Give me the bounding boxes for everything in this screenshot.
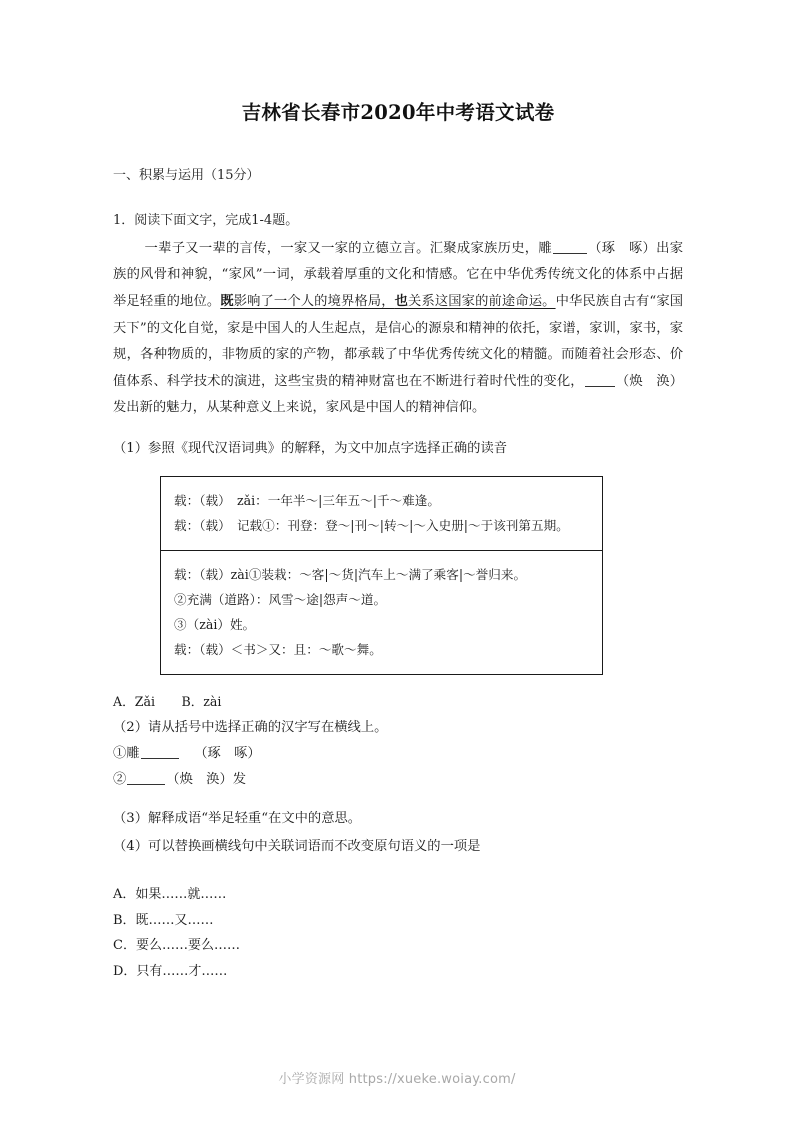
dictionary-cell-zai4 [161, 550, 602, 674]
passage-part-2: （琢 啄）出家族的风骨和神貌，“家风”一词，承载着厚重的文化和情感。它在中华优秀传统文化的体系中占据举足轻重的地位。 [113, 240, 683, 310]
passage-part-1: 一辈子又一辈的言传，一家又一家的立德立言。汇聚成家族历史，雕 [144, 240, 552, 256]
conjunction-option-a[interactable]: A．如果……就…… [113, 887, 227, 903]
bold-conjunction-ji: 既 [220, 294, 234, 310]
subquestion-3: （3）解释成语“举足轻重“在文中的意思。 [113, 811, 362, 827]
bold-conjunction-ye: 也 [394, 294, 409, 310]
underlined-clause [220, 294, 555, 309]
dictionary-box [160, 476, 603, 675]
dictionary-line: 载：（载） 记载①：刊登：登～|刊～|转～|～入史册|～于该刊第五期。 [174, 518, 569, 534]
passage-part-3: 中华民族自古有“家国天下”的文化自觉，家是中国人的人生起点，是信心的源泉和精神的依托，家谱，家训，家书，家规，各种物质的，非物质的家的产物，都承载了中华优秀传统文化的精髓。而随着社会形态、价值体系、科学技术的演进，这些宝贵的精神财富也在不断进行着时代性的变化， [113, 294, 684, 389]
subquestion-4: （4）可以替换画横线句中关联词语而不改变原句语义的一项是 [113, 839, 481, 855]
subquestion-2-item-2 [113, 767, 683, 793]
conjunction-option-b[interactable]: B．既……又…… [113, 912, 214, 928]
dictionary-line: 载：（载）＜书＞又：且：～歌～舞。 [174, 642, 382, 658]
fill-item-2-prefix: ② [113, 771, 127, 787]
fill-item-1-prefix: ①雕 [113, 746, 140, 762]
dictionary-line: 载：（载）zài①装栽：～客|～货|汽车上～满了乘客|～誉归来。 [174, 567, 527, 583]
reading-passage [113, 236, 683, 422]
subquestion-2-item-1 [113, 741, 683, 767]
section-heading: 一、积累与运用（15分） [113, 168, 260, 184]
dictionary-cell-zai3 [161, 477, 602, 550]
underlined-middle-1: 影响了一个人的境界格局， [233, 294, 395, 310]
fill-blank-huan[interactable] [585, 386, 615, 387]
pinyin-option-row [113, 691, 683, 713]
page-title: 吉林省长春市2020年中考语文试卷 [241, 101, 555, 124]
fill-item-2-suffix: （焕 涣）发 [166, 771, 247, 787]
underlined-middle-2: 关系这国家的前途命运。 [408, 294, 556, 310]
dictionary-line: 载：（载） zǎi：一年半～|三年五～|千～难逢。 [174, 493, 440, 509]
subquestion-1: （1）参照《现代汉语词典》的解释，为文中加点字选择正确的读音 [113, 441, 508, 457]
fill-blank-item-1[interactable] [141, 758, 179, 759]
subquestion-2: （2）请从括号中选择正确的汉字写在横线上。 [113, 720, 388, 736]
page-content [113, 0, 683, 984]
footer-watermark: 小学资源网 https://xueke.woiay.com/ [278, 1072, 516, 1087]
dictionary-line: ③（zài）姓。 [174, 617, 256, 633]
fill-blank-item-2[interactable] [127, 784, 165, 785]
question-stem: 1．阅读下面文字，完成1-4题。 [113, 213, 299, 229]
conjunction-option-c[interactable]: C．要么……要么…… [113, 938, 240, 954]
dictionary-line: ②充满（道路）：风雪～途|怨声～道。 [174, 592, 387, 608]
pinyin-option-a[interactable]: A．Zǎi [113, 694, 155, 710]
conjunction-option-list [113, 882, 683, 984]
conjunction-option-d[interactable]: D．只有……才…… [113, 963, 228, 979]
fill-item-1-suffix: （琢 啄） [194, 746, 261, 762]
passage-part-4: （焕 涣）发出新的魅力，从某种意义上来说，家风是中国人的精神信仰。 [113, 373, 683, 416]
fill-blank-diao[interactable] [553, 253, 587, 254]
pinyin-option-b[interactable]: B．zài [181, 694, 222, 710]
